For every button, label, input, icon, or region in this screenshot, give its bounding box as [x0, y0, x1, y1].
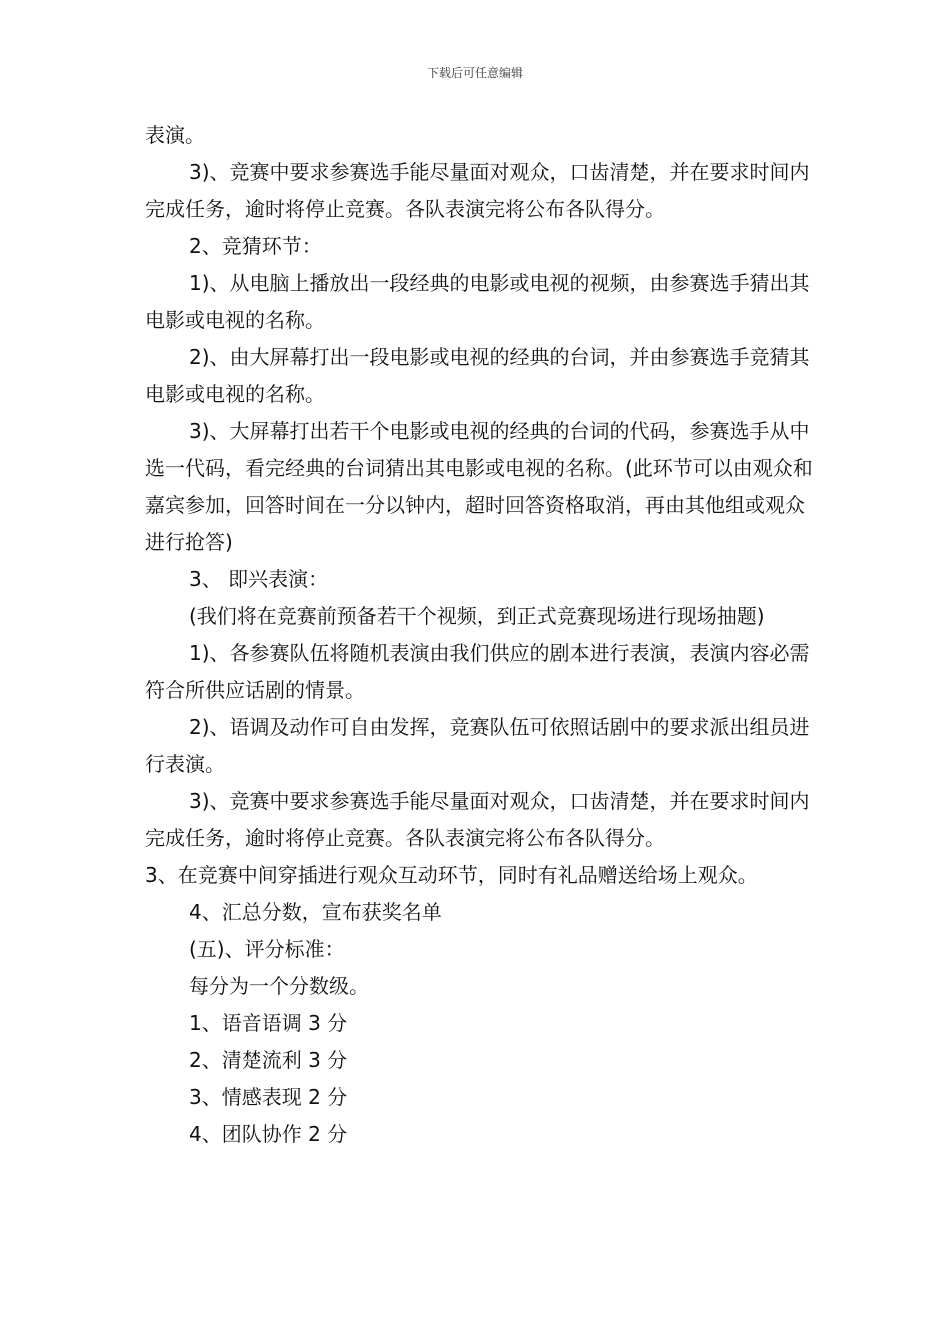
- paragraph: 4、汇总分数，宣布获奖名单: [189, 900, 442, 924]
- page-header: 下载后可任意编辑: [426, 66, 523, 80]
- paragraph: 1、语音语调 3 分: [189, 1011, 348, 1035]
- paragraph: 2)、语调及动作可自由发挥，竞赛队伍可依照话剧中的要求派出组员进行表演。: [145, 715, 810, 776]
- paragraph: 2)、由大屏幕打出一段电影或电视的经典的台词，并由参赛选手竞猜其电影或电视的名称。: [145, 345, 810, 406]
- paragraph: 2、清楚流利 3 分: [189, 1048, 348, 1072]
- paragraph: 3、情感表现 2 分: [189, 1085, 348, 1109]
- paragraph: 3)、竞赛中要求参赛选手能尽量面对观众，口齿清楚，并在要求时间内完成任务，逾时将停止竞赛。各队表演完将公布各队得分。: [145, 789, 810, 850]
- paragraph: 1)、从电脑上播放出一段经典的电影或电视的视频，由参赛选手猜出其电影或电视的名称。: [145, 271, 810, 332]
- paragraph: (我们将在竞赛前预备若干个视频，到正式竞赛现场进行现场抽题): [189, 604, 765, 628]
- paragraph: 1)、各参赛队伍将随机表演由我们供应的剧本进行表演，表演内容必需符合所供应话剧的情景。: [145, 641, 810, 702]
- document-body: [145, 117, 815, 1153]
- paragraph: 每分为一个分数级。: [189, 974, 369, 998]
- paragraph: (五)、评分标准：: [189, 937, 345, 961]
- paragraph: 3)、大屏幕打出若干个电影或电视的经典的台词的代码，参赛选手从中选一代码，看完经典的台词猜出其电影或电视的名称。(此环节可以由观众和嘉宾参加，回答时间在一分以钟内，超时回答资格取消，再由其他组或观众进行抢答): [145, 419, 813, 554]
- paragraph: 2、竞猜环节：: [189, 234, 322, 258]
- paragraph: 3、 即兴表演：: [189, 567, 329, 591]
- paragraph: 3、在竞赛中间穿插进行观众互动环节，同时有礼品赠送给场上观众。: [145, 863, 758, 887]
- paragraph: 3)、竞赛中要求参赛选手能尽量面对观众，口齿清楚，并在要求时间内完成任务，逾时将停止竞赛。各队表演完将公布各队得分。: [145, 160, 810, 221]
- paragraph: 表演。: [145, 123, 205, 147]
- paragraph: 4、团队协作 2 分: [189, 1122, 348, 1146]
